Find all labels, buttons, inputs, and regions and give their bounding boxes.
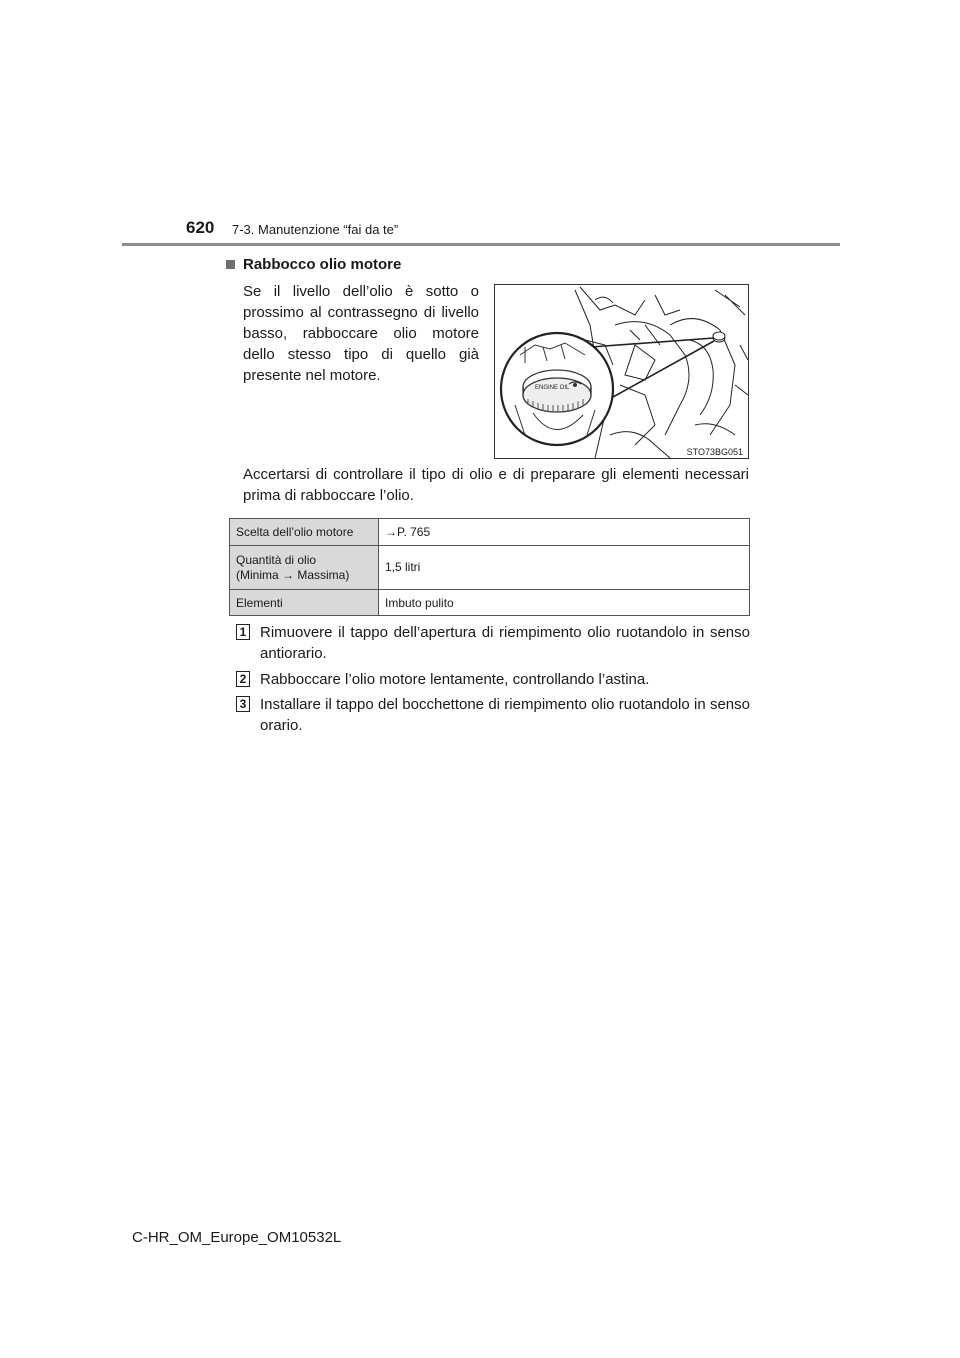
- step-number-badge: 1: [236, 624, 250, 640]
- step-1: [236, 622, 750, 664]
- square-bullet-icon: [226, 260, 235, 269]
- step-text: Rabboccare l’olio motore lentamente, controllando l’astina.: [260, 671, 650, 688]
- preparation-note: Accertarsi di controllare il tipo di olio e di preparare gli elementi necessari prima di rabboccare l’olio.: [243, 466, 749, 504]
- heading-text: Rabbocco olio motore: [243, 256, 402, 273]
- table-key-line: Quantità di olio: [236, 552, 317, 567]
- step-number-badge: 2: [236, 671, 250, 687]
- header-rule: [122, 243, 840, 246]
- subsection-heading: [226, 256, 401, 273]
- table-value-oil-quantity: 1,5 litri: [379, 546, 750, 590]
- table-key-items: [230, 590, 379, 616]
- table-key-line: Scelta dell’olio motore: [236, 525, 354, 539]
- table-value-oil-selection: →P. 765: [379, 519, 750, 546]
- step-number-badge: 3: [236, 696, 250, 712]
- intro-paragraph: Se il livello dell’olio è sotto o prossimo al contrassegno di livello basso, rabboccare olio motore dello stesso tipo di quello già presente nel motore.: [243, 283, 479, 384]
- table-key-oil-quantity: [230, 546, 379, 590]
- section-title: 7-3. Manutenzione “fai da te”: [232, 222, 399, 237]
- step-text: Installare il tappo del bocchettone di riempimento olio ruotandolo in senso orario.: [260, 696, 750, 734]
- table-row: [230, 590, 750, 616]
- page-number: 620: [186, 218, 215, 237]
- step-3: [236, 694, 750, 736]
- engine-oil-cap-illustration: [494, 284, 749, 459]
- oil-spec-table: [229, 518, 750, 616]
- document-code-footer: C-HR_OM_Europe_OM10532L: [132, 1229, 342, 1246]
- step-2: [236, 669, 750, 690]
- figure-code: STO73BG051: [686, 447, 743, 457]
- table-value-items: Imbuto pulito: [379, 590, 750, 616]
- table-row: [230, 546, 750, 590]
- engine-oil-cap-label: ENGINE OIL: [535, 385, 570, 391]
- step-text: Rimuovere il tappo dell’apertura di riempimento olio ruotandolo in senso antiorario.: [260, 624, 750, 662]
- table-key-line: Elementi: [236, 595, 283, 610]
- table-key-line: (Minima → Massima): [236, 567, 350, 582]
- table-row: [230, 519, 750, 546]
- table-key-oil-selection: [230, 519, 379, 546]
